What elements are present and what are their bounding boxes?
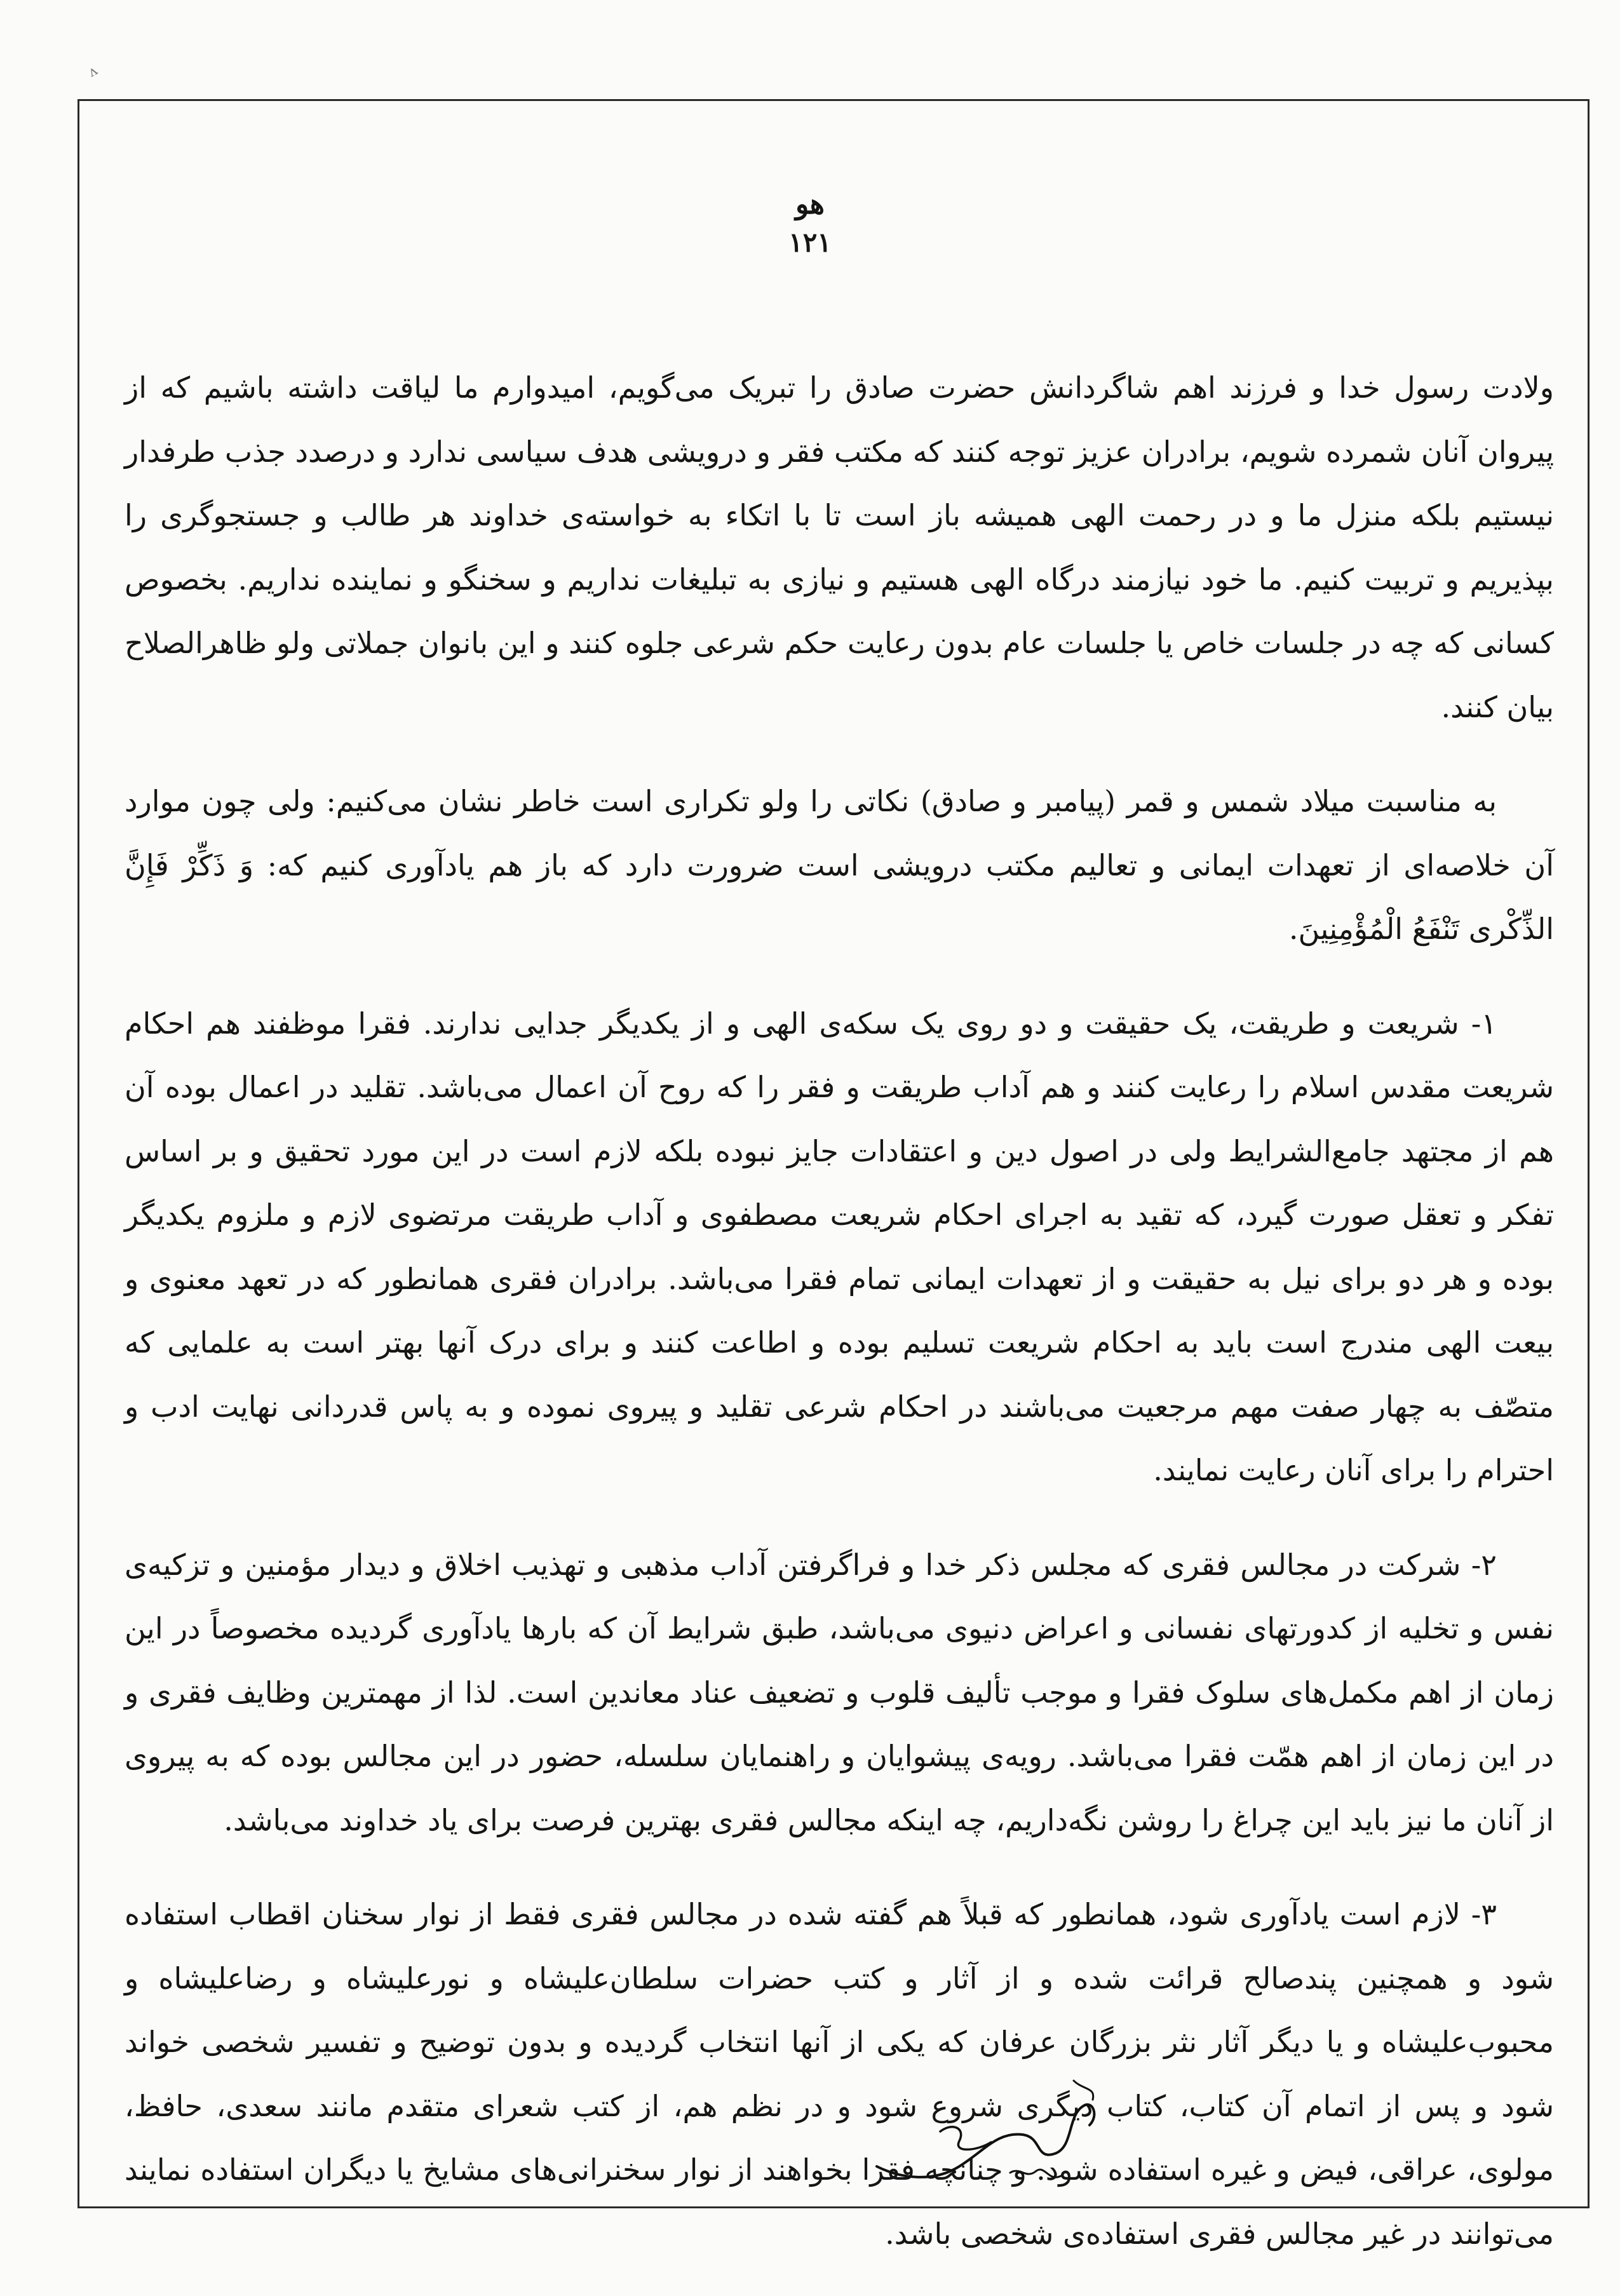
paragraph-item-3: ۳- لازم است یادآوری شود، همانطور که قبلاً هم گفته شده در مجالس فقری فقط از نوار سخنان اقطاب استفاده شود و همچنین پندصالح قرائت شده و از آثار و کتب حضرات سلطان‌علیشاه و نورعلیشاه و رضاعلیشاه و محبوب‌علیشاه و یا دیگر آثار نثر بزرگان عرفان که یکی از آنها انتخاب گردیده و بدون توضیح و تفسیر شخصی خواند شود و پس از اتمام آن کتاب، کتاب دیگری شروع شود و در نظم هم، از کتب شعرای متقدم مانند سعدی، حافظ، مولوی، عراقی، فیض و غیره استفاده شود. و چنانچه فقرا بخواهند از نوار سخنرانی‌های مشایخ یا دیگران استفاده نمایند می‌توانند در غیر مجالس فقری استفاده‌ی شخصی باشد. (125, 1897, 1554, 2251)
header-title: هو (795, 188, 825, 220)
paragraph-intro: ولادت رسول خدا و فرزند اهم شاگردانش حضرت صادق را تبریک می‌گویم، امیدوارم ما لیاقت داشته باشیم که از پیروان آنان شمرده شویم، برادران عزیز توجه کنند که مکتب فقر و درویشی هدف سیاسی ندارد و درصدد جذب طرفدار نیستیم بلکه منزل ما و در رحمت الهی همیشه باز است تا با اتکاء به خواسته‌ی خداوند هر طالب و جستجوگری را بپذیریم و تربیت کنیم. ما خود نیازمند درگاه الهی هستیم و نیازی به تبلیغات نداریم و سخنگو و نماینده نداریم. بخصوص کسانی که چه در جلسات خاص یا جلسات عام بدون رعایت حکم شرعی جلوه کنند و این بانوان جملاتی ولو ظاهرالصلاح بیان کنند. (125, 370, 1554, 724)
paragraph-item-1: ۱- شریعت و طریقت، یک حقیقت و دو روی یک سکه‌ی الهی و از یکدیگر جدایی ندارند. فقرا موظفند هم احکام شریعت مقدس اسلام را رعایت کنند و هم آداب طریقت و فقر را که روح آن اعمال می‌باشد. تقلید در اعمال بوده آن هم از مجتهد جامع‌الشرایط ولی در اصول دین و اعتقادات جایز نبوده بلکه لازم است در این مورد تحقیق و بر اساس تفکر و تعقل صورت گیرد، که تقید به اجرای احکام شریعت مصطفوی و آداب طریقت مرتضوی لازم و ملزوم یکدیگر بوده و هر دو برای نیل به حقیقت و از تعهدات ایمانی تمام فقرا می‌باشد. برادران فقری همانطور که در تعهد معنوی و بیعت الهی مندرج است باید به احکام شریعت تسلیم بوده و اطاعت کنند و برای درک آنها بهتر است به علمایی که متصّف به چهار صفت مهم مرجعیت می‌باشند در احکام شرعی تقلید و پیروی نموده و به پاس قدردانی نهایت ادب و احترام را برای آنان رعایت نمایند. (125, 1006, 1554, 1487)
paragraph-occasion: به مناسبت میلاد شمس و قمر (پیامبر و صادق) نکاتی را ولو تکراری است خاطر نشان می‌کنیم: ولی چون موارد آن خلاصه‌ای از تعهدات ایمانی و تعالیم مکتب درویشی است ضرورت دارد که باز هم یادآوری کنیم که: وَ ذَکِّرْ فَإِنَّ الذِّکْری تَنْفَعُ الْمُؤْمِنِینَ. (125, 784, 1554, 946)
paragraph-item-2: ۲- شرکت در مجالس فقری که مجلس ذکر خدا و فراگرفتن آداب مذهبی و تهذیب اخلاق و دیدار مؤمنین و تزکیه‌ی نفس و تخلیه از کدورتهای نفسانی و اعراض دنیوی می‌باشد، طبق شرایط آن که بارها یادآوری گردیده مخصوصاً در این زمان از اهم مکمل‌های سلوک فقرا و موجب تألیف قلوب و تضعیف عناد معاندین است. لذا از مهمترین وظایف فقری و در این زمان از اهم همّت فقرا می‌باشد. رویه‌ی پیشوایان و راهنمایان سلسله، حضور در این مجالس بوده که به پیروی از آنان ما نیز باید این چراغ را روشن نگه‌داریم، چه اینکه مجالس فقری بهترین فرصت برای یاد خداوند می‌باشد. (125, 1547, 1554, 1837)
letter-body (125, 356, 1554, 2296)
handwritten-signature (864, 2071, 1118, 2198)
letter-number: ۱۲۱ (788, 227, 832, 258)
scan-mark: ᴧ (85, 62, 100, 81)
letter-header (0, 184, 1620, 260)
